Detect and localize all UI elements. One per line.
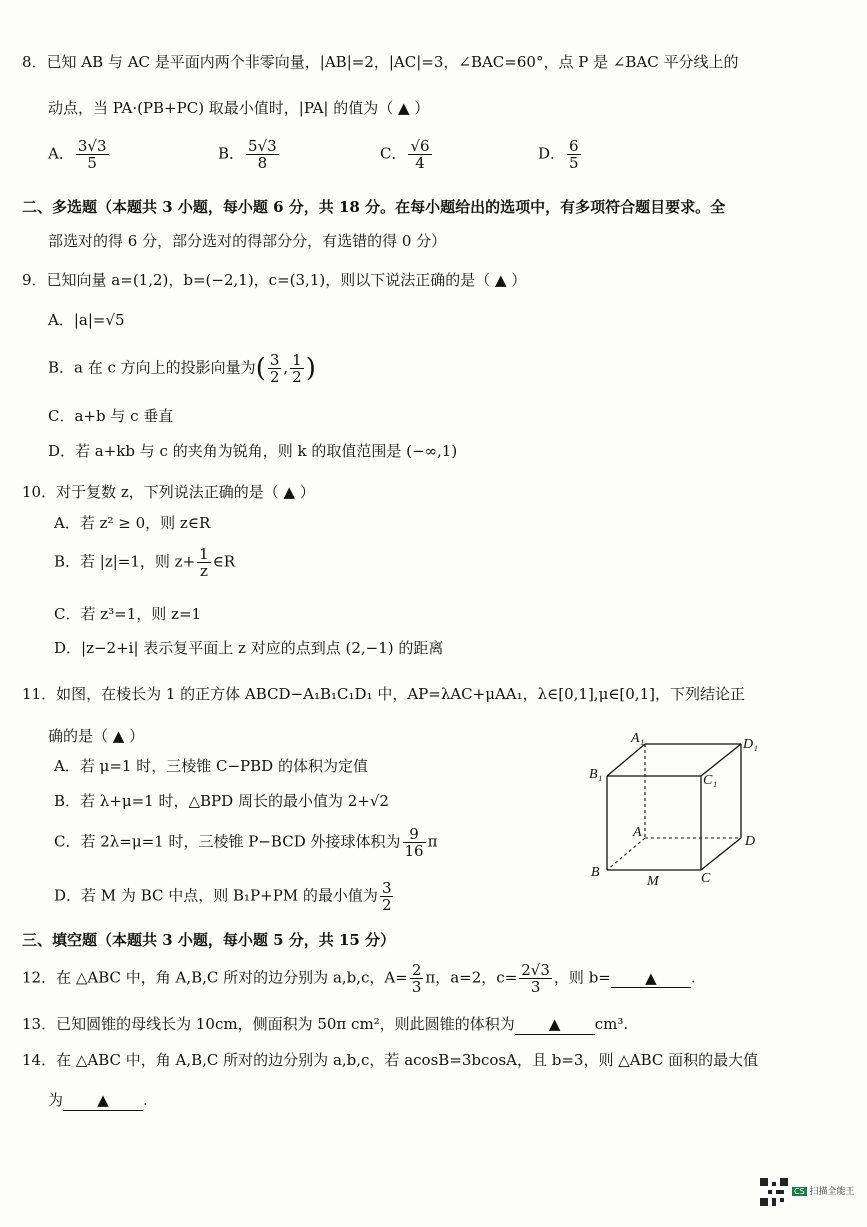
q14-stem-line1: 14．在 △ABC 中，角 A,B,C 所对的边分别为 a,b,c，若 acosB=3bcosA，且 b=3，则 △ABC 面积的最大值: [22, 1051, 759, 1069]
cube-label-d1: D₁: [743, 737, 758, 752]
cs-logo-icon: CS: [794, 1187, 805, 1196]
q11-option-d: D．若 M 为 BC 中点，则 B₁P+PM 的最小值为 $\frac{3}{2}$: [54, 879, 392, 914]
q10-option-c: C．若 z³=1，则 z=1: [54, 605, 202, 623]
q11-stem-line1: 11．如图，在棱长为 1 的正方体 ABCD−A₁B₁C₁D₁ 中，AP=λAC+μAA₁，λ∈[0,1],μ∈[0,1]，下列结论正: [22, 685, 745, 703]
q10-stem: 10．对于复数 z，下列说法正确的是（ ▲ ）: [22, 483, 315, 501]
section2-note: 部选对的得 6 分，部分选对的得部分分，有选错的得 0 分）: [48, 232, 447, 250]
q8-option-a: A． $\frac{3√3}{5}$: [48, 137, 107, 172]
q10-option-a: A．若 z² ≥ 0，则 z∈R: [54, 514, 211, 532]
q10-option-d: D．|z−2+i| 表示复平面上 z 对应的点到点 (2,−1) 的距离: [54, 639, 444, 657]
q8-option-b: B． $\frac{5√3}{8}$: [218, 137, 277, 172]
cube-label-a: A: [633, 825, 642, 840]
q14-stem-line2: 为 ▲ .: [48, 1091, 148, 1109]
q14-answer-blank[interactable]: ▲: [63, 1090, 143, 1111]
cube-label-b: B: [591, 865, 600, 880]
cube-label-c: C: [701, 871, 711, 886]
q10-option-b: B．若 |z|=1，则 z+ $\frac{1}{z}$ ∈R: [54, 545, 236, 580]
q11-stem-line2: 确的是（ ▲ ）: [48, 727, 145, 745]
section2-title: 二、多选题（本题共 3 小题，每小题 6 分，共 18 分。在每小题给出的选项中，有多项符合题目要求。全: [22, 198, 726, 216]
qr-code-icon: [760, 1178, 788, 1206]
cube-label-a1: A₁: [631, 731, 645, 746]
scanner-watermark: CS 扫描全能王: [794, 1187, 855, 1197]
q12-stem: 12．在 △ABC 中，角 A,B,C 所对的边分别为 a,b,c，A= $\frac{2}{3}$ π，a=2，c= $\frac{2√3}{3}$ ，则 b= ▲ .: [22, 961, 696, 996]
q13-stem: 13．已知圆锥的母线长为 10cm，侧面积为 50π cm²，则此圆锥的体积为 ▲ cm³.: [22, 1015, 629, 1033]
cube-label-m: M: [647, 874, 659, 889]
q9-option-d: D．若 a+kb 与 c 的夹角为锐角，则 k 的取值范围是 (−∞,1): [48, 442, 458, 460]
q8-option-c: C． $\frac{√6}{4}$: [380, 137, 430, 172]
q8-option-d: D． $\frac{6}{5}$: [538, 137, 579, 172]
q8-stem-line1: 8．已知 AB 与 AC 是平面内两个非零向量，|AB|=2，|AC|=3，∠BAC=60°，点 P 是 ∠BAC 平分线上的: [22, 53, 739, 71]
q9-option-b: B．a 在 c 方向上的投影向量为( $\frac{3}{2}$ , $\frac{1}{2}$ ): [48, 351, 316, 386]
cube-figure: [583, 730, 768, 890]
cube-label-b1: B₁: [589, 767, 603, 782]
q8-stem-line2: 动点，当 PA·(PB+PC) 取最小值时，|PA| 的值为（ ▲ ）: [48, 99, 430, 117]
q9-option-c: C．a+b 与 c 垂直: [48, 407, 174, 425]
q11-option-b: B．若 λ+μ=1 时，△BPD 周长的最小值为 2+√2: [54, 792, 389, 810]
section3-title: 三、填空题（本题共 3 小题，每小题 5 分，共 15 分）: [22, 931, 396, 949]
q11-option-c: C．若 2λ=μ=1 时，三棱锥 P−BCD 外接球体积为 $\frac{9}{16}$ π: [54, 825, 438, 860]
cube-label-c1: C₁: [703, 773, 718, 788]
q13-answer-blank[interactable]: ▲: [515, 1014, 595, 1035]
q9-stem: 9．已知向量 a=(1,2)，b=(−2,1)，c=(3,1)，则以下说法正确的是（ ▲ ）: [22, 271, 527, 289]
q9-option-a: A．|a|=√5: [48, 311, 125, 329]
q11-option-a: A．若 μ=1 时，三棱锥 C−PBD 的体积为定值: [54, 757, 368, 775]
cube-label-d: D: [745, 834, 756, 849]
q12-answer-blank[interactable]: ▲: [611, 969, 691, 988]
